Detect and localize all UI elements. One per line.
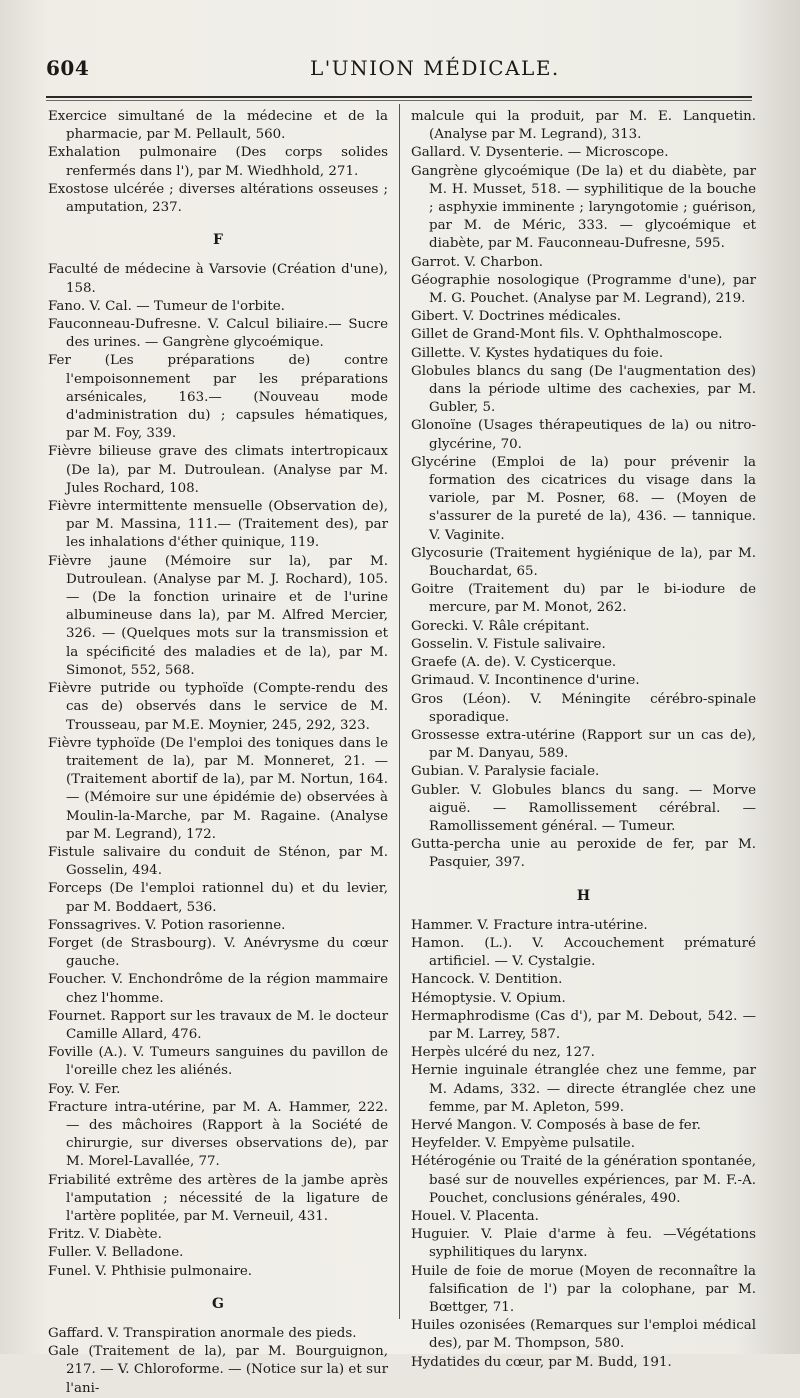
index-entry: Huile de foie de morue (Moyen de reconnaître la falsification de l') par la colophane, par M. Bœttger, 71. (411, 1263, 756, 1315)
index-entry: Gillet de Grand-Mont fils. V. Ophthalmoscope. (411, 327, 723, 343)
header-rule (46, 96, 752, 98)
index-entry: Garrot. V. Charbon. (411, 254, 544, 270)
index-entry: Fièvre putride ou typhoïde (Compte-rendu des cas de) observés dans le service de M. Trousseau, par M.E. Moynier, 245, 292, 323. (48, 681, 388, 733)
index-entry: Foy. V. Fer. (48, 1081, 121, 1097)
index-entry: Fuller. V. Belladone. (48, 1245, 184, 1261)
index-entry: Gosselin. V. Fistule salivaire. (411, 636, 606, 652)
index-entry: Fièvre bilieuse grave des climats intertropicaux (De la), par M. Dutroulean. (Analyse par M. Jules Rochard, 108. (48, 444, 388, 496)
index-entry: Gutta-percha unie au peroxide de fer, par M. Pasquier, 397. (411, 837, 756, 871)
index-entry: Hernie inguinale étranglée chez une femme, par M. Adams, 332. — directe étranglée chez une femme, par M. Apleton, 599. (411, 1063, 756, 1115)
index-entry: Fer (Les préparations de) contre l'empoisonnement par les préparations arsénicales, 163.— (Nouveau mode d'administration du) ; capsules hématiques, par M. Foy, 339. (48, 353, 388, 442)
index-entry: Exhalation pulmonaire (Des corps solides renfermés dans l'), par M. Wiedhhold, 271. (48, 145, 388, 179)
right-column (411, 108, 756, 1372)
index-entry: Gros (Léon). V. Méningite cérébro-spinale sporadique. (411, 691, 756, 725)
index-entry: Fièvre jaune (Mémoire sur la), par M. Dutroulean. (Analyse par M. J. Rochard), 105. — (De la fonction urinaire et de l'urine albumineuse dans la), par M. Alfred Mercier, 326. — (Quelques mots sur la transmission et la spécificité des maladies et de la), par M. Simonot, 552, 568. (48, 553, 388, 678)
index-entry: Glycosurie (Traitement hygiénique de la), par M. Bouchardat, 65. (411, 545, 756, 580)
index-entry: Exostose ulcérée ; diverses altérations osseuses ; amputation, 237. (48, 181, 388, 216)
index-entry: Forget (de Strasbourg). V. Anévrysme du cœur gauche. (48, 935, 388, 970)
index-entry: Gorecki. V. Râle crépitant. (411, 618, 590, 634)
index-entry: Hamon. (L.). V. Accouchement prématuré artificiel. — V. Cystalgie. (411, 935, 756, 970)
index-entry: Fracture intra-utérine, par M. A. Hammer, 222. — des mâchoires (Rapport à la Société de chirurgie, sur diverses observations de), par M. Morel-Lavallée, 77. (48, 1099, 388, 1170)
index-entry: malcule qui la produit, par M. E. Lanquetin. (Analyse par M. Legrand), 313. (411, 109, 756, 143)
index-entry: Forceps (De l'emploi rationnel du) et du levier, par M. Boddaert, 536. (48, 881, 388, 915)
index-entry: Fistule salivaire du conduit de Sténon, par M. Gosselin, 494. (48, 844, 388, 879)
index-entry: Herpès ulcéré du nez, 127. (411, 1045, 595, 1061)
page-number: 604 (46, 56, 90, 80)
index-entry: Gangrène glycoémique (De la) et du diabète, par M. H. Musset, 518. — syphilitique de la bouche ; asphyxie imminente ; laryngotomie ; guérison, par M. de Méric, 333. — glycoémique et diabète, par M. Fauconneau-Dufresne, 595. (411, 163, 756, 252)
index-entry: Exercice simultané de la médecine et de la pharmacie, par M. Pellault, 560. (48, 109, 388, 143)
index-entry: Fauconneau-Dufresne. V. Calcul biliaire.— Sucre des urines. — Gangrène glycoémique. (48, 317, 388, 351)
index-entry: Globules blancs du sang (De l'augmentation des) dans la période ultime des cachexies, par M. Gubler, 5. (411, 363, 756, 416)
index-entry: Fano. V. Cal. — Tumeur de l'orbite. (48, 298, 285, 314)
index-entry: Fièvre intermittente mensuelle (Observation de), par M. Massina, 111.— (Traitement des), par les inhalations d'éther quinique, 119. (48, 499, 388, 551)
index-entry: Gillette. V. Kystes hydatiques du foie. (411, 345, 664, 361)
index-entry: Fournet. Rapport sur les travaux de M. le docteur Camille Allard, 476. (48, 1008, 388, 1042)
index-entry: Glycérine (Emploi de la) pour prévenir la formation des cicatrices du visage dans la variole, par M. Posner, 68. — (Moyen de s'assurer de la pureté de la), 436. — tannique. V. Vaginite. (411, 454, 756, 543)
index-entry: Faculté de médecine à Varsovie (Création d'une), 158. (48, 262, 388, 296)
index-entry: Huguier. V. Plaie d'arme à feu. —Végétations syphilitiques du larynx. (411, 1227, 756, 1261)
index-entry: Gubler. V. Globules blancs du sang. — Morve aiguë. — Ramollissement cérébral. — Ramollissement général. — Tumeur. (411, 782, 756, 834)
index-entry: Hancock. V. Dentition. (411, 972, 563, 988)
index-entry: Heyfelder. V. Empyème pulsatile. (411, 1136, 635, 1152)
index-entry: Friabilité extrême des artères de la jambe après l'amputation ; nécessité de la ligature de l'artère poplitée, par M. Verneuil, 431. (48, 1172, 388, 1224)
header-rule-thin (46, 100, 752, 101)
column-divider (399, 104, 400, 1319)
running-title: L'UNION MÉDICALE. (310, 56, 560, 80)
index-entry: Foucher. V. Enchondrôme de la région mammaire chez l'homme. (48, 972, 388, 1006)
index-entry: Funel. V. Phthisie pulmonaire. (48, 1263, 253, 1279)
section-letter: G (212, 1295, 224, 1312)
index-entry: Hervé Mangon. V. Composés à base de fer. (411, 1117, 701, 1133)
index-entry: Gaffard. V. Transpiration anormale des pieds. (48, 1326, 357, 1341)
index-entry: Glonoïne (Usages thérapeutiques de la) ou nitro-glycérine, 70. (411, 418, 756, 452)
index-entry: Hydatides du cœur, par M. Budd, 191. (411, 1354, 672, 1370)
section-letter: F (213, 232, 223, 249)
index-entry: Huiles ozonisées (Remarques sur l'emploi médical des), par M. Thompson, 580. (411, 1318, 756, 1352)
index-entry: Géographie nosologique (Programme d'une), par M. G. Pouchet. (Analyse par M. Legrand), 219. (411, 272, 756, 307)
index-entry: Gubian. V. Paralysie faciale. (411, 764, 600, 780)
index-entry: Gale (Traitement de la), par M. Bourguignon, 217. — V. Chloroforme. — (Notice sur la) et sur l'ani- (48, 1344, 388, 1396)
index-entry: Gibert. V. Doctrines médicales. (411, 309, 621, 325)
index-entry: Graefe (A. de). V. Cysticerque. (411, 655, 617, 671)
index-entry: Grossesse extra-utérine (Rapport sur un cas de), par M. Danyau, 589. (411, 727, 756, 762)
section-letter: H (576, 887, 591, 904)
index-entry: Hétérogénie ou Traité de la génération spontanée, basé sur de nouvelles expériences, par M. F.-A. Pouchet, conclusions générales, 490. (411, 1154, 756, 1206)
index-entry: Fièvre typhoïde (De l'emploi des toniques dans le traitement de la), par M. Monneret, 21. — (Traitement abortif de la), par M. Nortun, 164. — (Mémoire sur une épidémie de) observées à Moulin-la-Marche, par M. Ragaine. (Analyse par M. Legrand), 172. (48, 735, 388, 842)
left-column (48, 108, 388, 1398)
index-entry: Hammer. V. Fracture intra-utérine. (411, 917, 648, 933)
index-entry: Fritz. V. Diabète. (48, 1227, 162, 1243)
index-entry: Fonssagrives. V. Potion rasorienne. (48, 917, 286, 933)
index-entry: Hermaphrodisme (Cas d'), par M. Debout, 542. — par M. Larrey, 587. (411, 1008, 756, 1042)
index-entry: Gallard. V. Dysenterie. — Microscope. (411, 145, 669, 161)
index-entry: Hémoptysie. V. Opium. (411, 990, 566, 1006)
index-entry: Goitre (Traitement du) par le bi-iodure de mercure, par M. Monot, 262. (411, 582, 756, 616)
page-header (40, 56, 755, 86)
index-entry: Grimaud. V. Incontinence d'urine. (411, 673, 640, 689)
index-entry: Houel. V. Placenta. (411, 1208, 539, 1224)
index-entry: Foville (A.). V. Tumeurs sanguines du pavillon de l'oreille chez les aliénés. (48, 1045, 388, 1079)
